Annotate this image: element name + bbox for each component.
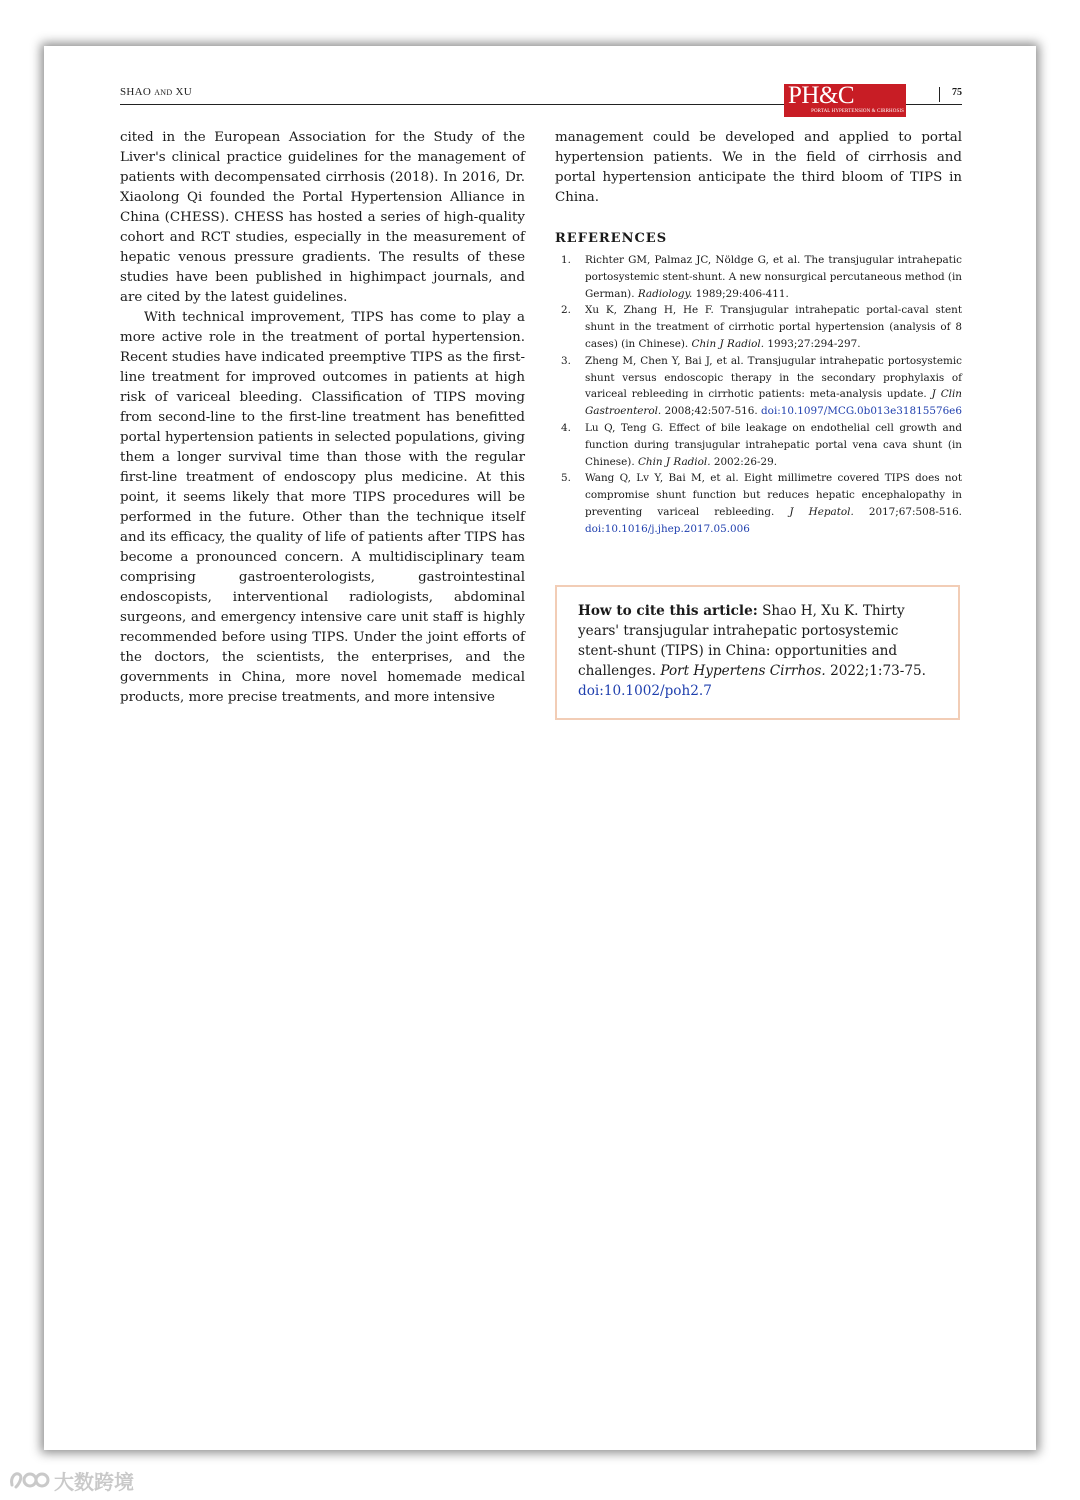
watermark-text: 大数跨境	[54, 1469, 134, 1494]
watermark-logo-icon	[8, 1467, 50, 1493]
reference-tail: 2017;67:508-516.	[868, 505, 962, 518]
paper-page	[44, 46, 1036, 1450]
citation-text: Shao H, Xu K. Thirty years' transjugular intrahepatic portosystemic stent-shunt (TIPS) in China: opportunities and challenges.	[578, 603, 905, 679]
reference-item	[555, 302, 962, 352]
reference-doi-link[interactable]: doi:10.1016/j.jhep.2017.05.006	[585, 522, 750, 535]
reference-text: Richter GM, Palmaz JC, Nöldge G, et al. The transjugular intrahepatic portosystemic stent-shunt. A new nonsurgical percutaneous method (in German).	[585, 254, 963, 300]
reference-number: 5.	[561, 472, 571, 485]
references-heading: REFERENCES	[555, 231, 668, 246]
reference-tail: 2008;42:507-516.	[664, 405, 758, 418]
reference-item	[555, 470, 962, 537]
body-paragraph: management could be developed and applied to portal hypertension patients. We in the field of cirrhosis and portal hypertension anticipate the third bloom of TIPS in China.	[555, 130, 962, 205]
watermark	[8, 1466, 134, 1494]
references-list	[555, 252, 962, 538]
author-and: AND	[154, 88, 173, 97]
body-paragraph: cited in the European Association for the Study of the Liver's clinical practice guidelines for the management of patients with decompensated cirrhosis (2018). In 2016, Dr. Xiaolong Qi founded the Portal Hypertension Alliance in China (CHESS). CHESS has hosted a series of high-quality cohort and RCT studies, especially in the measurement of hepatic venous pressure gradients. The results of these studies have been published in highimpact journals, and are cited by the latest guidelines.	[120, 130, 525, 305]
logo-mark: PH&C	[788, 82, 855, 109]
reference-tail: 2002:26-29.	[713, 455, 778, 468]
page-number: 75	[939, 87, 962, 102]
reference-number: 4.	[561, 421, 571, 434]
reference-tail: 1989;29:406-411.	[695, 287, 789, 300]
reference-journal: Radiology.	[637, 287, 693, 300]
citation-doi-link[interactable]: doi:10.1002/poh2.7	[578, 683, 712, 699]
reference-journal: Chin J Radiol.	[691, 337, 765, 350]
page-header	[120, 82, 962, 114]
reference-item	[555, 420, 962, 470]
reference-text: Wang Q, Lv Y, Bai M, et al. Eight millimetre covered TIPS does not compromise shunt function but reduces hepatic encephalopathy in preventing variceal rebleeding.	[585, 472, 962, 518]
author-first: SHAO	[120, 86, 152, 98]
reference-journal: Chin J Radiol.	[637, 455, 711, 468]
reference-number: 2.	[561, 304, 571, 317]
journal-logo	[784, 84, 906, 117]
citation-journal: Port Hypertens Cirrhos.	[660, 663, 826, 679]
running-head	[120, 86, 192, 98]
reference-text: Zheng M, Chen Y, Bai J, et al. Transjugular intrahepatic portosystemic shunt versus endoscopic therapy in the secondary prophylaxis of variceal rebleeding in cirrhotic patients: meta-analysis update.	[585, 354, 962, 401]
right-column	[555, 128, 962, 538]
reference-number: 3.	[561, 354, 571, 367]
reference-journal: J Hepatol.	[789, 505, 854, 518]
reference-journal: J Clin Gastroenterol.	[585, 388, 962, 418]
reference-item	[555, 353, 962, 420]
citation-box	[555, 585, 960, 720]
author-last: XU	[175, 86, 193, 98]
reference-item	[555, 252, 962, 302]
left-column	[120, 128, 525, 708]
citation-tail: 2022;1:73-75.	[830, 663, 926, 679]
reference-doi-link[interactable]: doi:10.1097/MCG.0b013e31815576e6	[761, 405, 962, 418]
body-paragraph: With technical improvement, TIPS has come to play a more active role in the treatment of portal hypertension. Recent studies have indicated preemptive TIPS as the first-line treatment for improved outcomes in patients at high risk of variceal bleeding. Classification of TIPS moving from second-line to the first-line treatment has benefitted portal hypertension patients in selected populations, giving them a longer survival time than those with the regular first-line treatment of endoscopy plus medicine. At this point, it seems likely that more TIPS procedures will be performed in the future. Other than the technique itself and its efficacy, the quality of life of patients after TIPS has become a pronounced concern. A multidisciplinary team comprising gastroenterologists, gastrointestinal endoscopists, interventional radiologists, abdominal surgeons, and emergency intensive care unit staff is highly recommended before using TIPS. Under the joint efforts of the doctors, the scientists, the enterprises, and the governments in China, more novel homemade medical products, more precise treatments, and more intensive	[120, 310, 525, 705]
reference-tail: 1993;27:294-297.	[767, 337, 861, 350]
citation-label: How to cite this article:	[578, 603, 758, 619]
reference-text: Lu Q, Teng G. Effect of bile leakage on endothelial cell growth and function during transjugular intrahepatic portal vena cava shunt (in Chinese).	[585, 421, 962, 468]
logo-subtitle: PORTAL HYPERTENSION & CIRRHOSIS	[811, 109, 904, 114]
reference-text: Xu K, Zhang H, He F. Transjugular intrahepatic portal-caval stent shunt in the treatment of cirrhotic portal hypertension (analysis of 8 cases) (in Chinese).	[585, 304, 962, 350]
reference-number: 1.	[561, 254, 571, 266]
